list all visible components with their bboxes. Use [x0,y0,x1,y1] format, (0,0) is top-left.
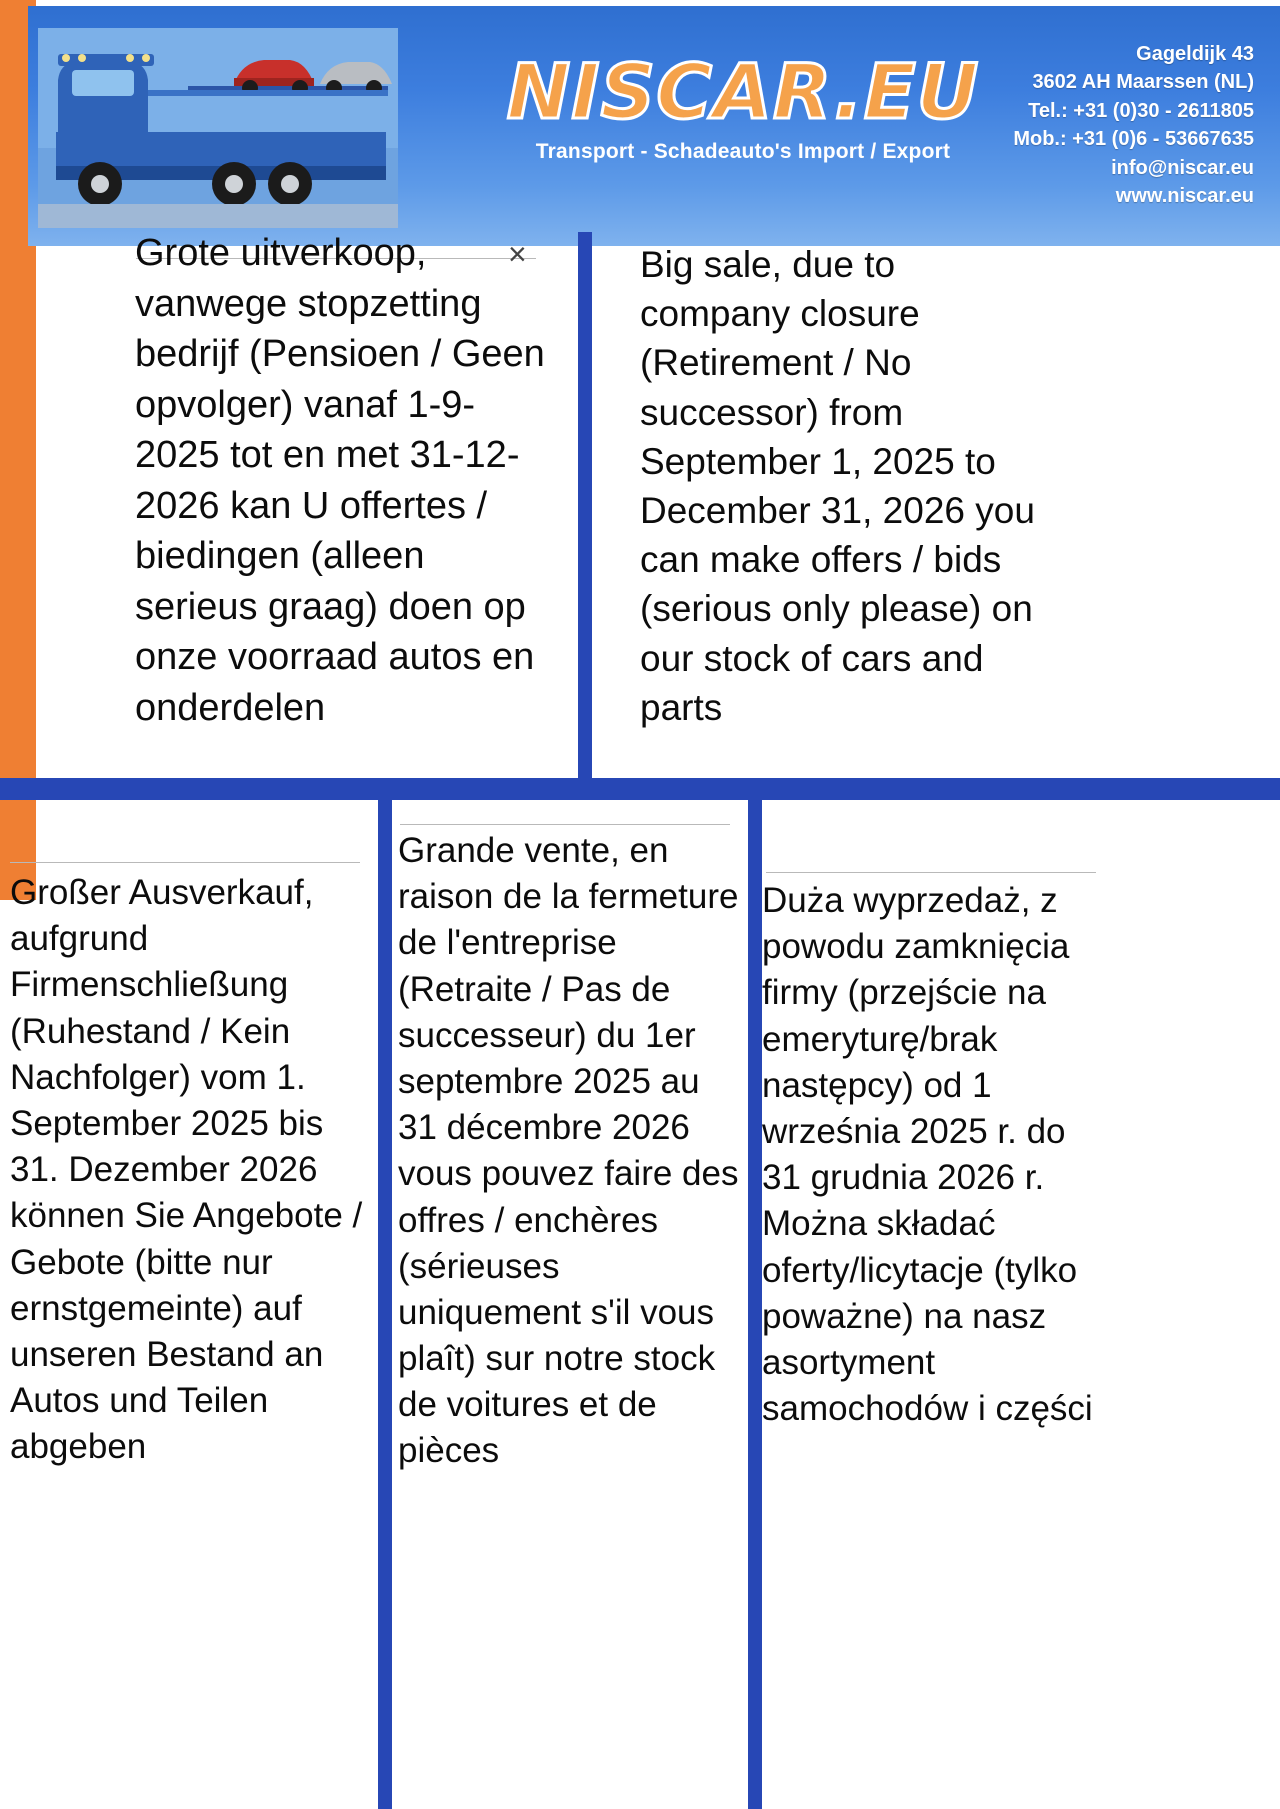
notice-french-text: Grande vente, en raison de la fermeture de l'entreprise (Retraite / Pas de successeur) du 1er septembre 2025 au 31 décembre 2026 vous pouvez faire des offres / enchères (sérieuses uniquement s'il vous plaît) sur notre stock de voitures et de pièces [398,831,739,1471]
paper-edge-line-fr [400,824,730,825]
divider-horizontal-middle [0,778,1280,800]
contact-details [1013,40,1254,210]
notice-dutch-text: Grote uitverkoop, vanwege stopzetting bedrijf (Pensioen / Geen opvolger) vanaf 1-9-2025 tot en met 31-12-2026 kan U offertes / biedingen (alleen serieus graag) doen op onze voorraad autos en onderdelen [135,232,545,729]
notice-english-text: Big sale, due to company closure (Retirement / No successor) from September 1, 2025 to December 31, 2026 you can make offers / bids (serious only please) on our stock of cars and parts [640,244,1035,728]
divider-vertical-bottom-left [378,800,392,1809]
close-icon[interactable]: × [508,236,527,272]
contact-website[interactable]: www.niscar.eu [1115,184,1254,207]
contact-mobile: Mob.: +31 (0)6 - 53667635 [1013,128,1254,151]
car-transporter-truck-photo [38,28,398,228]
notice-polish-text: Duża wyprzedaż, z powodu zamknięcia firmy (przejście na emeryturę/brak następcy) od 1 września 2025 r. do 31 grudnia 2026 r. Można składać oferty/licytacje (tylko poważne) na nasz asortyment samochodów i części [762,881,1093,1429]
notice-polish [762,878,1107,1432]
notice-german [10,870,380,1470]
logo-wordmark: NISCAR.EU [506,47,980,136]
logo-tagline: Transport - Schadeauto's Import / Export [535,140,951,163]
paper-edge-line-de [10,862,360,863]
company-header-banner [28,6,1280,246]
notice-dutch [135,228,555,733]
paper-edge-line-pl [766,872,1096,873]
divider-vertical-bottom-right [748,800,762,1809]
contact-street: Gageldijk 43 [1136,43,1254,65]
notice-english [640,240,1040,732]
notice-french [398,828,748,1475]
contact-city: 3602 AH Maarssen (NL) [1032,71,1254,94]
notice-german-text: Großer Ausverkauf, aufgrund Firmenschließung (Ruhestand / Kein Nachfolger) vom 1. September 2025 bis 31. Dezember 2026 können Sie Angebote / Gebote (bitte nur ernstgemeinte) auf unseren Bestand an Autos und Teilen abgeben [10,873,363,1467]
company-logo [423,47,1063,164]
contact-telephone: Tel.: +31 (0)30 - 2611805 [1028,99,1254,122]
divider-vertical-top [578,232,592,792]
contact-email[interactable]: info@niscar.eu [1111,156,1254,179]
